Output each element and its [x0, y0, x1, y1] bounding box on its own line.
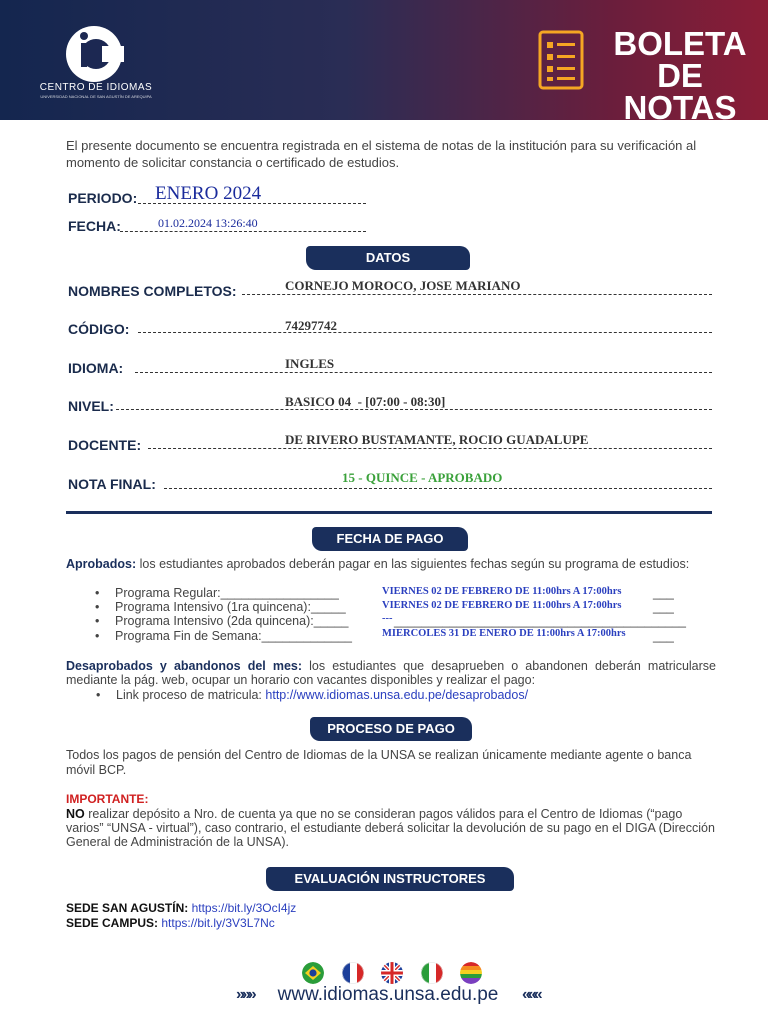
sede1-label: SEDE SAN AGUSTÍN: — [66, 901, 189, 915]
no-label: NO — [66, 807, 85, 821]
program-regular-tail: ___ — [653, 586, 674, 600]
nota-final-value: 15 - QUINCE - APROBADO — [342, 470, 503, 485]
sede-campus — [66, 916, 275, 930]
program-intensivo2-date: --- — [382, 613, 393, 624]
matricula-link-label: Link proceso de matricula: — [116, 688, 266, 702]
france-flag-icon — [342, 962, 364, 984]
sede-san-agustin — [66, 901, 296, 915]
nivel-line — [116, 409, 712, 410]
italy-flag-icon — [421, 962, 443, 984]
idioma-line — [135, 372, 712, 373]
footer-arrows-right: ««« — [522, 986, 540, 1003]
aprobados-paragraph — [66, 557, 716, 571]
fecha-label: FECHA: — [68, 218, 121, 234]
bullet-icon: • — [95, 600, 100, 614]
uk-flag-icon — [381, 962, 403, 984]
codigo-line — [138, 332, 712, 333]
document-icon — [538, 30, 588, 90]
title-line-1: BOLETA — [613, 25, 747, 62]
matricula-link[interactable]: http://www.idiomas.unsa.edu.pe/desaprobados/ — [265, 688, 529, 702]
document-title — [600, 25, 760, 126]
nivel-value: BASICO 04 - [07:00 - 08:30] — [285, 394, 446, 409]
proceso-pago-section-title: PROCESO DE PAGO — [310, 717, 472, 741]
codigo-label: CÓDIGO: — [68, 321, 130, 337]
centro-idiomas-logo-icon — [62, 24, 126, 84]
program-regular-item — [95, 586, 339, 600]
bullet-icon: • — [95, 629, 100, 643]
idioma-value: INGLES — [285, 356, 335, 371]
desaprobados-paragraph — [66, 659, 716, 687]
brazil-flag-icon — [302, 962, 324, 984]
program-fill: _____ — [313, 614, 349, 628]
proceso-pago-text: Todos los pagos de pensión del Centro de Idiomas de la UNSA se realizan únicamente mediante agente o banca móvil BCP. — [66, 748, 692, 777]
bullet-icon: • — [96, 688, 101, 702]
importante-paragraph — [66, 807, 716, 849]
sede2-link[interactable]: https://bit.ly/3V3L7Nc — [158, 916, 275, 930]
logo-subtitle: UNIVERSIDAD NACIONAL DE SAN AGUSTÍN DE AREQUIPA — [40, 94, 152, 99]
sede1-link[interactable]: https://bit.ly/3OcI4jz — [188, 901, 297, 915]
docente-value: DE RIVERO BUSTAMANTE, ROCIO GUADALUPE — [285, 432, 589, 447]
language-flags — [302, 962, 482, 984]
desaprobados-text: los estudiantes que desaprueben o abandonen deberán matricularse mediante la pág. web, ocupar un horario con vacantes disponibles y realizar el pago: — [66, 659, 716, 687]
title-line-2: DE NOTAS — [623, 57, 737, 126]
aprobados-label: Aprobados: — [66, 557, 137, 571]
footer-website[interactable]: www.idiomas.unsa.edu.pe — [277, 984, 499, 1005]
program-label: Programa Regular: — [115, 586, 221, 600]
nombres-value: CORNEJO MOROCO, JOSE MARIANO — [285, 278, 521, 293]
periodo-value: ENERO 2024 — [155, 183, 262, 204]
fecha-line — [120, 231, 366, 232]
program-label: Programa Intensivo (1ra quincena): — [115, 600, 311, 614]
nota-final-label: NOTA FINAL: — [68, 476, 156, 492]
program-fin-semana-item — [95, 629, 352, 643]
evaluacion-section-title: EVALUACIÓN INSTRUCTORES — [266, 867, 514, 891]
footer-arrows-left: »»» — [236, 986, 254, 1003]
periodo-label: PERIODO: — [68, 190, 138, 206]
docente-line — [148, 448, 712, 449]
program-intensivo2-tail: __________________________________________ — [394, 614, 686, 628]
program-fill: _____ — [310, 600, 346, 614]
program-intensivo1-date: VIERNES 02 DE FEBRERO DE 11:00hrs A 17:00hrs — [382, 600, 622, 611]
importante-label: IMPORTANTE: — [66, 792, 149, 806]
rainbow-flag-icon — [460, 962, 482, 984]
logo-name: CENTRO DE IDIOMAS — [39, 82, 153, 93]
program-label: Programa Intensivo (2da quincena): — [115, 614, 314, 628]
matricula-link-item — [96, 688, 529, 702]
program-intensivo1-tail: ___ — [653, 600, 674, 614]
idioma-label: IDIOMA: — [68, 360, 124, 376]
program-fin-semana-tail: ___ — [653, 629, 674, 643]
nombres-label: NOMBRES COMPLETOS: — [68, 283, 237, 299]
program-intensivo2-item — [95, 614, 349, 628]
nota-final-line — [164, 488, 712, 489]
sede2-label: SEDE CAMPUS: — [66, 916, 159, 930]
fecha-value: 01.02.2024 13:26:40 — [158, 216, 258, 230]
datos-section-title: DATOS — [306, 246, 470, 270]
codigo-value: 74297742 — [285, 318, 337, 333]
header-banner — [0, 0, 768, 126]
bullet-icon: • — [95, 586, 100, 600]
logo-text — [36, 82, 156, 99]
program-fill: _____________ — [261, 629, 352, 643]
program-label: Programa Fin de Semana: — [115, 629, 262, 643]
docente-label: DOCENTE: — [68, 437, 142, 453]
desaprobados-label: Desaprobados y abandonos del mes: — [66, 659, 303, 673]
nombres-line — [242, 294, 712, 295]
importante-text: realizar depósito a Nro. de cuenta ya que no se consideran pagos válidos para el Centro de Idiomas (“pago varios” “UNSA - virtual”), caso contrario, el estudiante deberá solicitar la devolución de su pago en el DIGA (Dirección General de Administración de la UNSA). — [66, 807, 715, 849]
program-fill: _________________ — [220, 586, 339, 600]
program-fin-semana-date: MIERCOLES 31 DE ENERO DE 11:00hrs A 17:00hrs — [382, 628, 626, 639]
nivel-label: NIVEL: — [68, 398, 114, 414]
aprobados-text: los estudiantes aprobados deberán pagar en las siguientes fechas según su programa de estudios: — [136, 557, 690, 571]
fecha-pago-section-title: FECHA DE PAGO — [312, 527, 468, 551]
bullet-icon: • — [95, 614, 100, 628]
intro-text: El presente documento se encuentra registrada en el sistema de notas de la institución para su verificación al momento de solicitar constancia o certificado de estudios. — [66, 138, 697, 170]
program-intensivo1-item — [95, 600, 346, 614]
program-regular-date: VIERNES 02 DE FEBRERO DE 11:00hrs A 17:00hrs — [382, 586, 622, 597]
section-divider — [66, 511, 712, 514]
periodo-line — [138, 203, 366, 204]
